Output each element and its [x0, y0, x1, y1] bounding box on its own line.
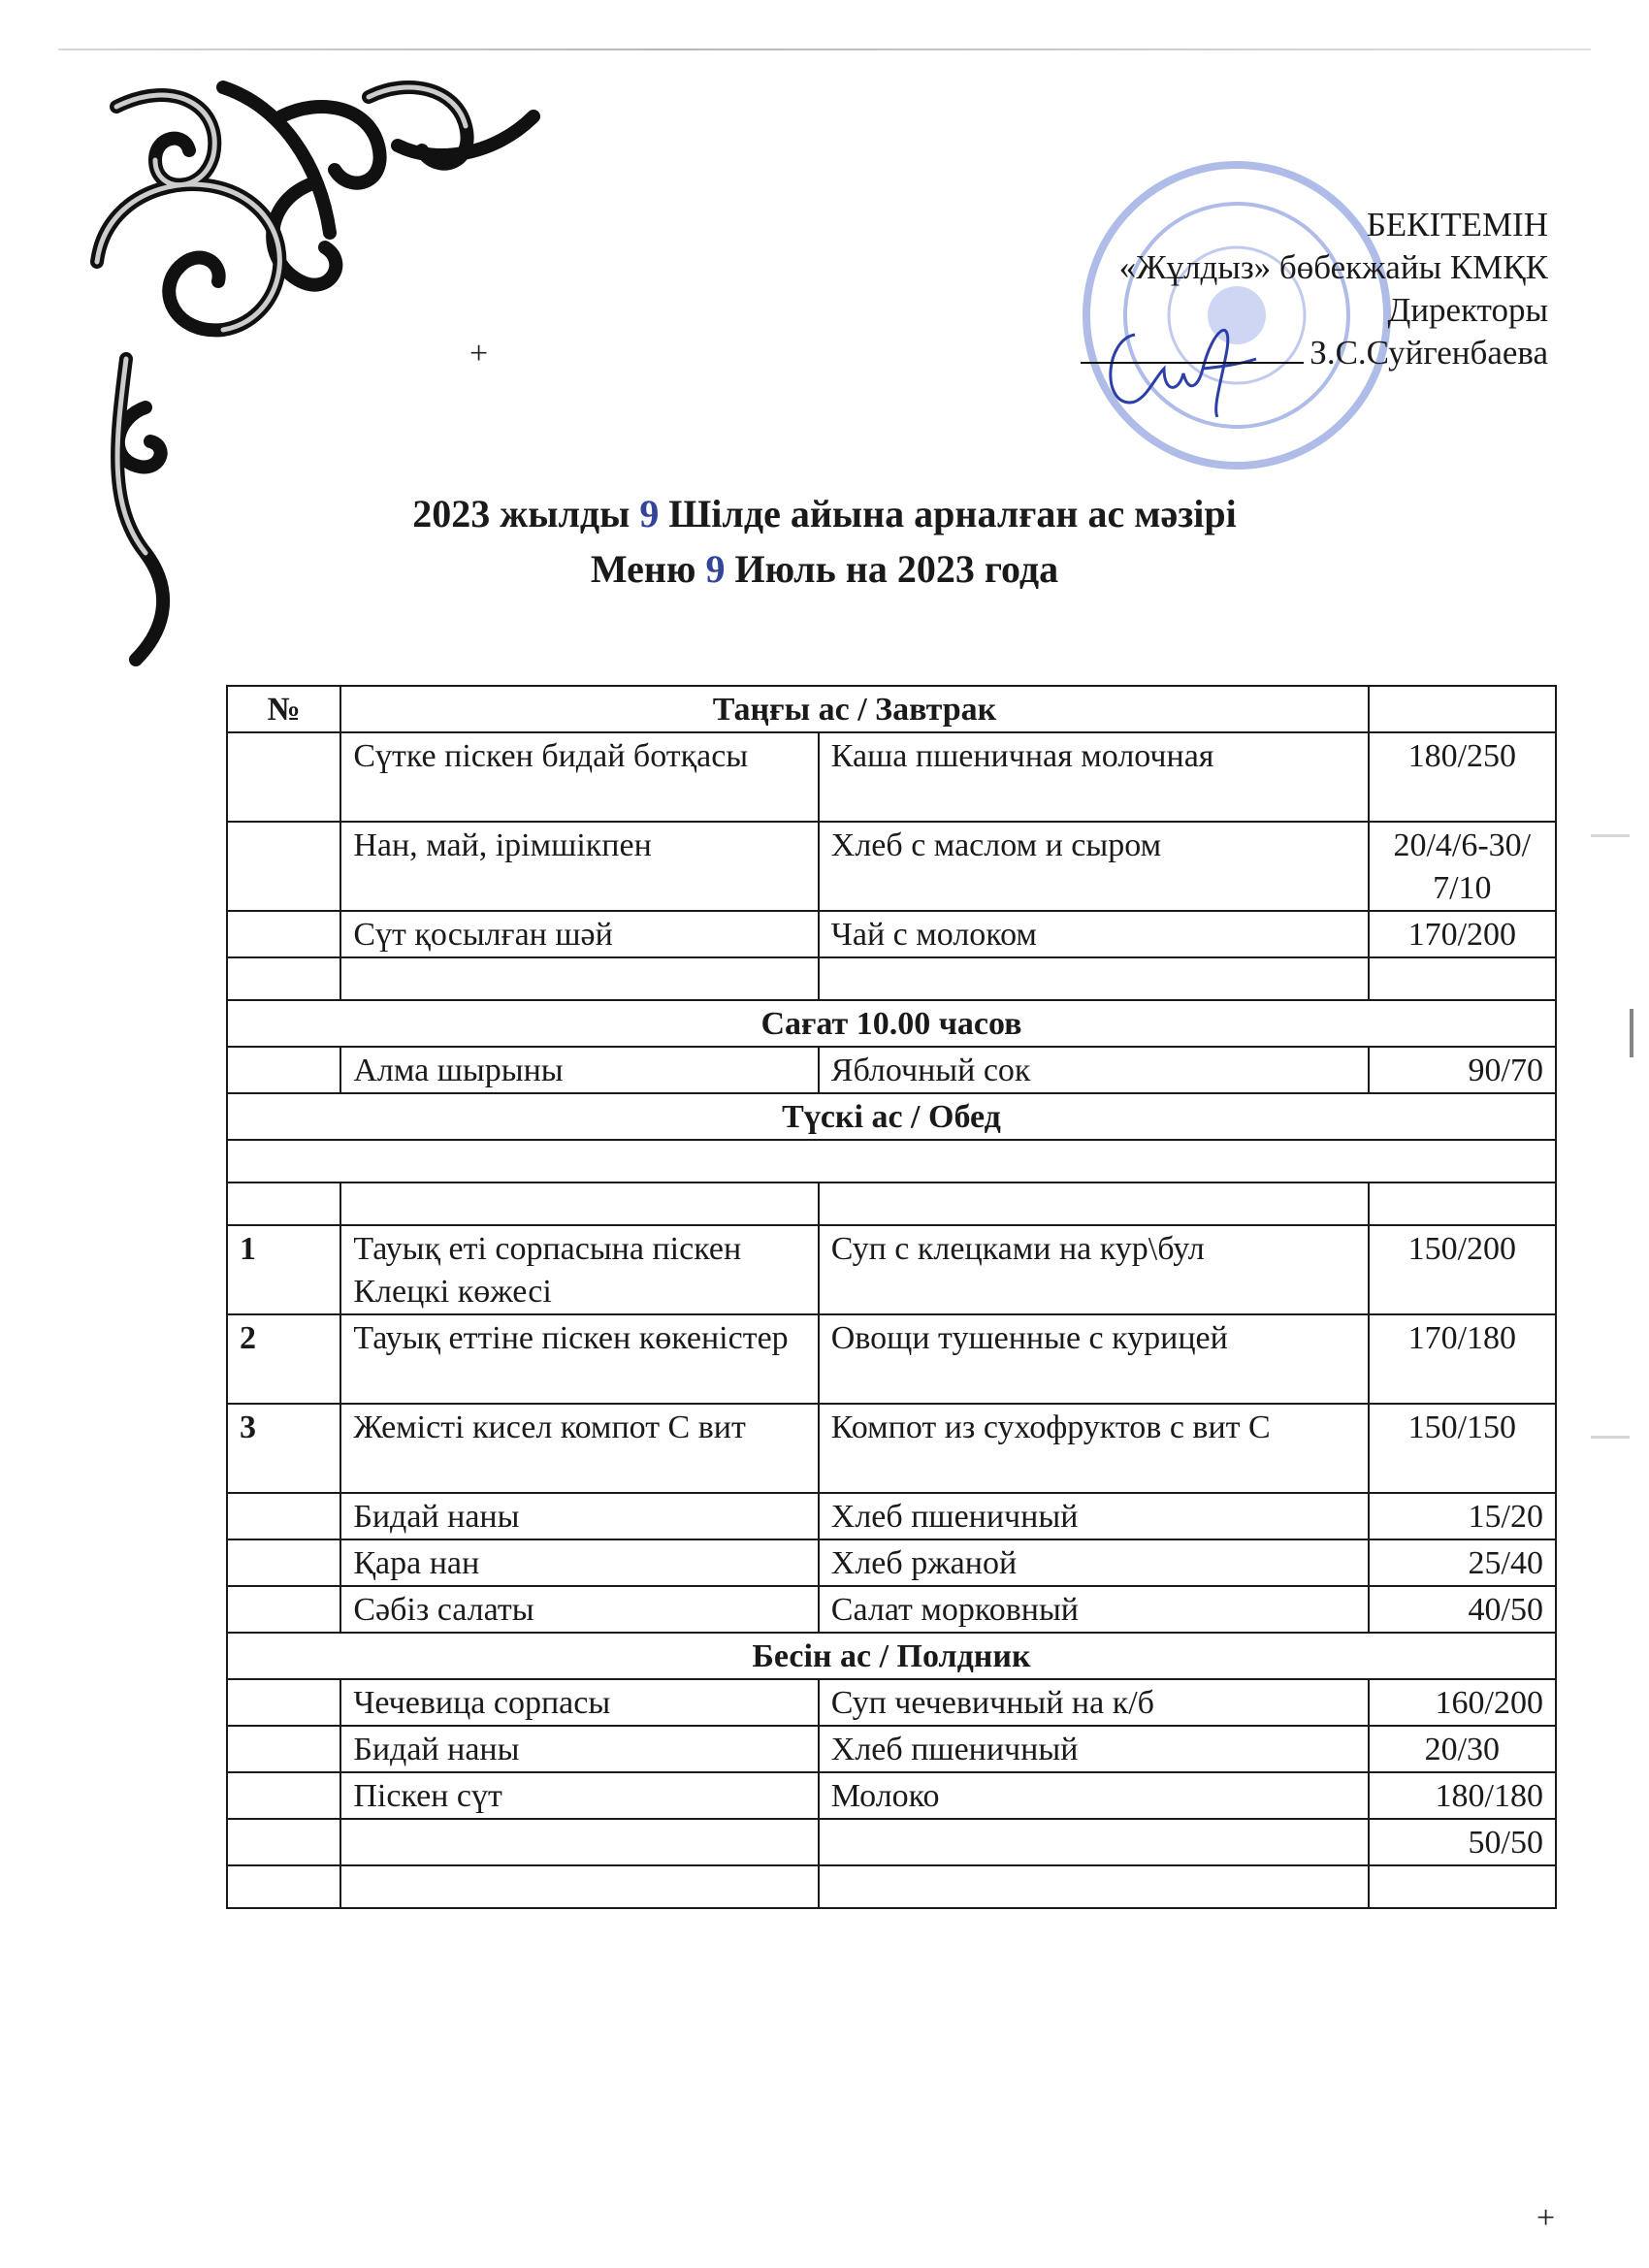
dish-qty: 25/40	[1369, 1539, 1556, 1586]
scan-artifact	[1591, 834, 1630, 837]
table-row	[227, 1819, 1556, 1865]
table-row	[227, 1539, 1556, 1586]
table-row	[227, 1047, 1556, 1093]
title-russian	[0, 545, 1649, 594]
approval-name: З.С.Суйгенбаева	[1310, 334, 1548, 372]
section-snack: Сағат 10.00 часов	[227, 1000, 1556, 1047]
dish-qty: 150/150	[1369, 1404, 1556, 1493]
table-row-empty	[227, 1140, 1556, 1183]
title-kazakh	[0, 490, 1649, 538]
dish-qty: 150/200	[1369, 1225, 1556, 1314]
title-ru-day: 9	[705, 547, 726, 591]
registration-mark-icon: +	[1536, 2200, 1556, 2236]
dish-ru: Хлеб ржаной	[819, 1539, 1369, 1586]
dish-qty: 90/70	[1369, 1047, 1556, 1093]
dish-kz	[340, 1819, 818, 1865]
table-row	[227, 732, 1556, 822]
dish-qty: 15/20	[1369, 1493, 1556, 1539]
dish-ru: Хлеб пшеничный	[819, 1726, 1369, 1772]
dish-qty: 20/30	[1369, 1726, 1556, 1772]
dish-kz: Піскен сүт	[340, 1772, 818, 1819]
header-qty	[1369, 686, 1556, 732]
dish-ru: Молоко	[819, 1772, 1369, 1819]
table-row: 3 Жемісті кисел компот С вит Компот из сухофруктов с вит С 150/150	[227, 1404, 1556, 1493]
title-kz-prefix: 2023 жылды	[412, 492, 630, 535]
dish-kz: Қара нан	[340, 1539, 818, 1586]
dish-ru: Суп чечевичный на к/б	[819, 1679, 1369, 1726]
title-ru-suffix: Июль на 2023 года	[734, 547, 1059, 591]
dish-kz: Чечевица сорпасы	[340, 1679, 818, 1726]
table-row-empty	[227, 1183, 1556, 1225]
scan-artifact	[1591, 1436, 1630, 1439]
title-kz-suffix: Шілде айына арналған ас мәзірі	[668, 492, 1237, 535]
dish-kz: Бидай наны	[340, 1726, 818, 1772]
dish-qty: 20/4/6-30/7/10	[1369, 822, 1556, 911]
approval-organization: «Жұлдыз» бөбекжайы КМҚК	[1118, 248, 1548, 286]
dish-qty: 40/50	[1369, 1586, 1556, 1633]
dish-kz: Нан, май, ірімшікпен	[340, 822, 818, 911]
table-row	[227, 911, 1556, 957]
dish-kz: Бидай наны	[340, 1493, 818, 1539]
table-row	[227, 1726, 1556, 1772]
table-row	[227, 1679, 1556, 1726]
table-row	[227, 1772, 1556, 1819]
dish-ru: Хлеб с маслом и сыром	[819, 822, 1369, 911]
table-row	[227, 1493, 1556, 1539]
dish-qty: 160/200	[1369, 1679, 1556, 1726]
table-row-empty	[227, 1865, 1556, 1908]
dish-kz: Сүтке піскен бидай ботқасы	[340, 732, 818, 822]
dish-kz: Тауық еті сорпасына піскен Клецкі көжесі	[340, 1225, 818, 1314]
signature-line	[1081, 333, 1304, 364]
menu-table	[226, 685, 1557, 1909]
approval-position: Директоры	[1387, 291, 1548, 329]
dish-kz: Сүт қосылған шәй	[340, 911, 818, 957]
dish-ru	[819, 1819, 1369, 1865]
table-row	[227, 1586, 1556, 1633]
dish-kz: Сәбіз салаты	[340, 1586, 818, 1633]
section-afternoon: Бесін ас / Полдник	[227, 1633, 1556, 1679]
dish-qty: 180/250	[1369, 732, 1556, 822]
table-row	[227, 822, 1556, 911]
scan-artifact	[1630, 1009, 1633, 1057]
dish-qty: 50/50	[1369, 1819, 1556, 1865]
scan-top-edge	[58, 49, 1591, 50]
section-lunch: Түскі ас / Обед	[227, 1093, 1556, 1140]
dish-ru: Яблочный сок	[819, 1047, 1369, 1093]
dish-ru: Овощи тушенные с курицей	[819, 1314, 1369, 1404]
dish-qty: 180/180	[1369, 1772, 1556, 1819]
dish-kz: Тауық еттіне піскен көкеністер	[340, 1314, 818, 1404]
dish-ru: Хлеб пшеничный	[819, 1493, 1369, 1539]
table-row-empty	[227, 957, 1556, 1000]
dish-kz: Жемісті кисел компот С вит	[340, 1404, 818, 1493]
table-row: 1 Тауық еті сорпасына піскен Клецкі көжесі Суп с клецками на кур\бул 150/200	[227, 1225, 1556, 1314]
header-breakfast: Таңғы ас / Завтрак	[340, 686, 1368, 732]
registration-mark-icon: +	[469, 336, 489, 372]
table-row: 2 Тауық еттіне піскен көкеністер Овощи тушенные с курицей 170/180	[227, 1314, 1556, 1404]
title-kz-day: 9	[639, 492, 660, 535]
dish-qty: 170/180	[1369, 1314, 1556, 1404]
dish-ru: Компот из сухофруктов с вит С	[819, 1404, 1369, 1493]
approval-block	[1081, 204, 1548, 374]
dish-qty: 170/200	[1369, 911, 1556, 957]
dish-kz: Алма шырыны	[340, 1047, 818, 1093]
header-num: №	[227, 686, 340, 732]
title-ru-prefix: Меню	[590, 547, 696, 591]
dish-ru: Суп с клецками на кур\бул	[819, 1225, 1369, 1314]
dish-ru: Салат морковный	[819, 1586, 1369, 1633]
dish-ru: Каша пшеничная молочная	[819, 732, 1369, 822]
dish-ru: Чай с молоком	[819, 911, 1369, 957]
table-header-row	[227, 686, 1556, 732]
approval-heading: БЕКІТЕМІН	[1366, 206, 1548, 243]
